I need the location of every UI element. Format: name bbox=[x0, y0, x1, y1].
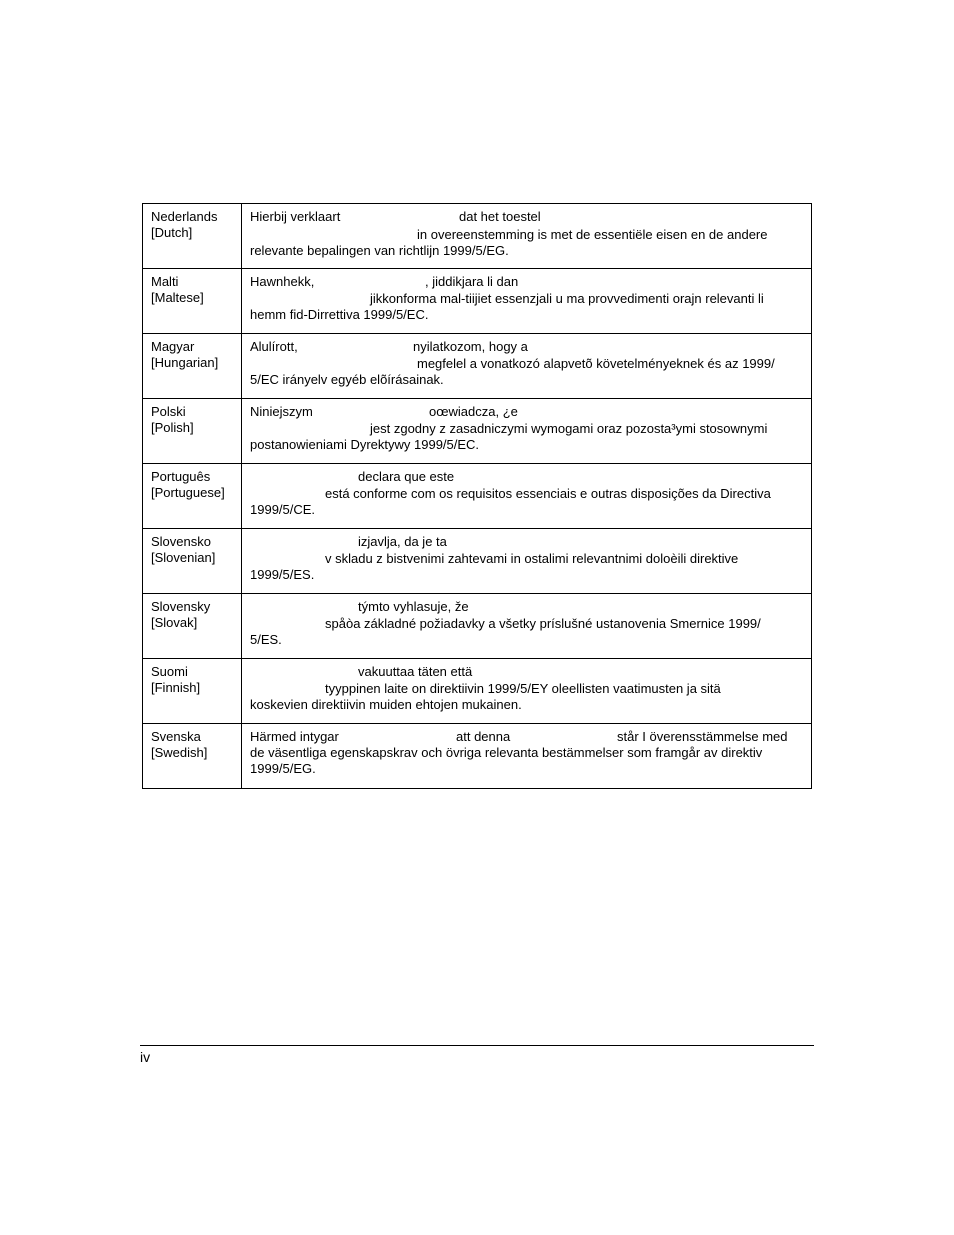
footer-rule bbox=[140, 1045, 814, 1046]
page-number: iv bbox=[140, 1049, 151, 1065]
declaration-text: hemm fid-Dirrettiva 1999/5/EC. bbox=[250, 307, 429, 322]
language-cell bbox=[143, 334, 242, 399]
declaration-text: Härmed intygar bbox=[250, 729, 339, 744]
language-name: Polski bbox=[151, 404, 186, 419]
declaration-table bbox=[142, 203, 812, 789]
declaration-cell bbox=[242, 269, 812, 334]
language-cell bbox=[143, 204, 242, 269]
language-name-english: [Finnish] bbox=[151, 680, 201, 695]
declaration-text: Niniejszym bbox=[250, 404, 313, 419]
language-name-english: [Hungarian] bbox=[151, 355, 219, 370]
declaration-text: jest zgodny z zasadniczymi wymogami oraz pozosta³ymi stosownymi bbox=[370, 421, 768, 436]
language-name-english: [Slovenian] bbox=[151, 550, 216, 565]
language-cell bbox=[143, 399, 242, 464]
language-cell bbox=[143, 269, 242, 334]
declaration-text: está conforme com os requisitos essenciais e outras disposições da Directiva bbox=[325, 486, 771, 501]
language-name: Nederlands bbox=[151, 209, 218, 224]
language-name: Suomi bbox=[151, 664, 188, 679]
declaration-text: Hierbij verklaart bbox=[250, 209, 341, 224]
language-cell bbox=[143, 529, 242, 594]
language-name: Malti bbox=[151, 274, 179, 289]
declaration-text: izjavlja, da je ta bbox=[358, 534, 447, 549]
declaration-cell bbox=[242, 334, 812, 399]
declaration-text: 1999/5/EG. bbox=[250, 761, 316, 776]
language-name-english: [Swedish] bbox=[151, 745, 208, 760]
table-row bbox=[143, 724, 812, 789]
declaration-cell bbox=[242, 464, 812, 529]
declaration-text: att denna bbox=[456, 729, 511, 744]
declaration-text: Alulírott, bbox=[250, 339, 298, 354]
declaration-text: står I överensstämmelse med bbox=[617, 729, 788, 744]
declaration-text: , jiddikjara li dan bbox=[425, 274, 519, 289]
declaration-text: 1999/5/ES. bbox=[250, 567, 315, 582]
declaration-cell bbox=[242, 529, 812, 594]
declaration-text: vakuuttaa täten että bbox=[358, 664, 473, 679]
declaration-text: dat het toestel bbox=[459, 209, 541, 224]
declaration-text: relevante bepalingen van richtlijn 1999/5/EG. bbox=[250, 243, 509, 258]
language-cell bbox=[143, 464, 242, 529]
table-row bbox=[143, 334, 812, 399]
language-name: Svenska bbox=[151, 729, 201, 744]
language-name-english: [Portuguese] bbox=[151, 485, 225, 500]
declaration-text: v skladu z bistvenimi zahtevami in ostalimi relevantnimi doloèili direktive bbox=[325, 551, 739, 566]
table-row bbox=[143, 659, 812, 724]
language-cell bbox=[143, 659, 242, 724]
declaration-text: koskevien direktiivin muiden ehtojen mukainen. bbox=[250, 697, 522, 712]
declaration-text: in overeenstemming is met de essentiële eisen en de andere bbox=[417, 227, 768, 242]
language-name: Slovensko bbox=[151, 534, 211, 549]
table-row bbox=[143, 204, 812, 269]
declaration-text: spåòa základné požiadavky a všetky príslušné ustanovenia Smernice 1999/ bbox=[325, 616, 761, 631]
language-name: Magyar bbox=[151, 339, 195, 354]
table-row bbox=[143, 269, 812, 334]
language-name-english: [Slovak] bbox=[151, 615, 198, 630]
language-cell bbox=[143, 594, 242, 659]
declaration-text: oœwiadcza, ¿e bbox=[429, 404, 518, 419]
declaration-text: 5/EC irányelv egyéb elõírásainak. bbox=[250, 372, 444, 387]
declaration-text: declara que este bbox=[358, 469, 455, 484]
declaration-cell bbox=[242, 724, 812, 789]
declaration-text: 1999/5/CE. bbox=[250, 502, 316, 517]
declaration-text: Hawnhekk, bbox=[250, 274, 315, 289]
table-row bbox=[143, 399, 812, 464]
table-row bbox=[143, 464, 812, 529]
declaration-cell bbox=[242, 399, 812, 464]
declaration-cell bbox=[242, 659, 812, 724]
declaration-text: de väsentliga egenskapskrav och övriga relevanta bestämmelser som framgår av direktiv bbox=[250, 745, 763, 760]
table-row bbox=[143, 529, 812, 594]
declaration-text: týmto vyhlasuje, že bbox=[358, 599, 469, 614]
language-name: Slovensky bbox=[151, 599, 211, 614]
table-row bbox=[143, 594, 812, 659]
declaration-text: nyilatkozom, hogy a bbox=[413, 339, 528, 354]
declaration-cell bbox=[242, 204, 812, 269]
declaration-text: jikkonforma mal-tiijiet essenzjali u ma provvedimenti orajn relevanti li bbox=[370, 291, 764, 306]
language-cell bbox=[143, 724, 242, 789]
declaration-text: megfelel a vonatkozó alapvetõ követelményeknek és az 1999/ bbox=[417, 356, 775, 371]
language-name: Português bbox=[151, 469, 211, 484]
declaration-text: 5/ES. bbox=[250, 632, 282, 647]
language-name-english: [Dutch] bbox=[151, 225, 193, 240]
language-name-english: [Polish] bbox=[151, 420, 194, 435]
declaration-text: postanowieniami Dyrektywy 1999/5/EC. bbox=[250, 437, 480, 452]
declaration-cell bbox=[242, 594, 812, 659]
language-name-english: [Maltese] bbox=[151, 290, 204, 305]
declaration-text: tyyppinen laite on direktiivin 1999/5/EY oleellisten vaatimusten ja sitä bbox=[325, 681, 721, 696]
